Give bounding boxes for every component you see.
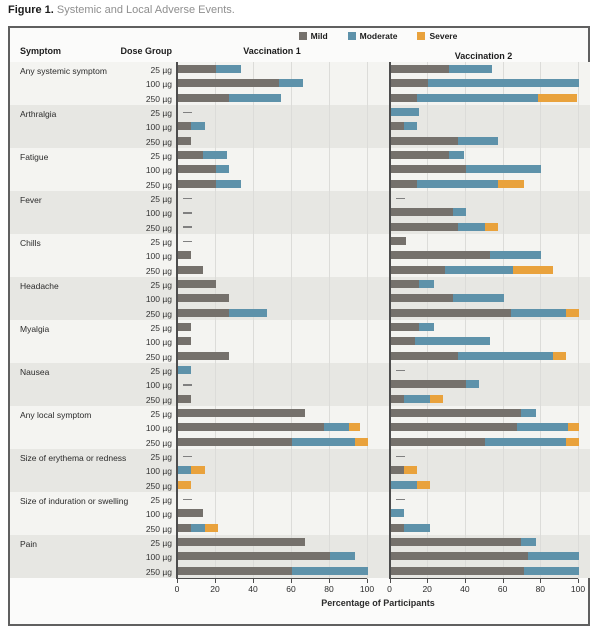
severe-bar-segment bbox=[417, 481, 430, 489]
gridline bbox=[578, 62, 579, 579]
dose-label: 250 µg bbox=[145, 136, 172, 147]
panel-header-vaccination-2: Vaccination 2 bbox=[454, 51, 513, 61]
moderate-bar-segment bbox=[417, 180, 498, 188]
axis-tick-label: 40 bbox=[248, 584, 258, 594]
mild-bar-segment bbox=[178, 309, 229, 317]
mild-bar-segment bbox=[391, 567, 525, 575]
dose-label: 100 µg bbox=[145, 165, 172, 176]
panel-baseline bbox=[177, 578, 367, 579]
moderate-bar-segment bbox=[449, 65, 492, 73]
zero-dash bbox=[396, 499, 405, 501]
mild-bar-segment bbox=[178, 352, 229, 360]
moderate-bar-segment bbox=[524, 567, 579, 575]
moderate-bar-segment bbox=[458, 223, 484, 231]
moderate-bar-segment bbox=[229, 309, 267, 317]
axis-tick-label: 80 bbox=[324, 584, 334, 594]
dose-label: 25 µg bbox=[150, 409, 172, 419]
severe-bar-segment bbox=[566, 309, 579, 317]
zero-dash bbox=[183, 212, 192, 214]
moderate-bar-segment bbox=[229, 94, 280, 102]
axis-tick bbox=[367, 579, 368, 583]
dose-label: 100 µg bbox=[145, 466, 172, 477]
mild-bar-segment bbox=[178, 509, 203, 517]
gridline bbox=[503, 62, 504, 579]
mild-bar-segment bbox=[178, 137, 191, 145]
dose-label: 100 µg bbox=[145, 294, 172, 305]
symptom-label: Size of induration or swelling bbox=[20, 495, 129, 506]
axis-tick-label: 20 bbox=[210, 584, 220, 594]
mild-bar-segment bbox=[391, 137, 459, 145]
mild-bar-segment bbox=[391, 395, 404, 403]
mild-bar-segment bbox=[391, 438, 485, 446]
axis-tick bbox=[253, 579, 254, 583]
zero-dash bbox=[183, 499, 192, 501]
moderate-bar-segment bbox=[445, 266, 513, 274]
severe-bar-segment bbox=[538, 94, 578, 102]
dose-label: 250 µg bbox=[145, 93, 172, 104]
gridline bbox=[367, 62, 368, 579]
moderate-bar-segment bbox=[485, 438, 566, 446]
axis-tick-label: 0 bbox=[174, 584, 180, 594]
mild-bar-segment bbox=[178, 180, 216, 188]
axis-tick-label: 100 bbox=[570, 584, 586, 594]
dose-label: 25 µg bbox=[150, 108, 172, 118]
dose-label: 100 µg bbox=[145, 79, 172, 90]
mild-bar-segment bbox=[391, 165, 466, 173]
dose-label: 250 µg bbox=[145, 480, 172, 491]
mild-bar-segment bbox=[391, 294, 453, 302]
moderate-bar-segment bbox=[216, 65, 241, 73]
moderate-bar-segment bbox=[279, 79, 304, 87]
axis-tick bbox=[329, 579, 330, 583]
mild-bar-segment bbox=[391, 180, 417, 188]
axis-tick-label: 0 bbox=[387, 584, 392, 594]
moderate-bar-segment bbox=[391, 481, 417, 489]
mild-bar-segment bbox=[178, 409, 305, 417]
legend-label: Severe bbox=[429, 31, 458, 41]
zero-dash bbox=[396, 370, 405, 372]
zero-dash bbox=[183, 384, 192, 386]
moderate-bar-segment bbox=[324, 423, 349, 431]
moderate-bar-segment bbox=[453, 208, 466, 216]
moderate-bar-segment bbox=[466, 380, 479, 388]
moderate-bar-segment bbox=[191, 122, 204, 130]
column-header-dose-group: Dose Group bbox=[120, 46, 172, 56]
mild-bar-segment bbox=[178, 423, 324, 431]
moderate-bar-segment bbox=[216, 180, 241, 188]
dose-label: 100 µg bbox=[145, 509, 172, 520]
mild-bar-segment bbox=[178, 280, 216, 288]
mild-bar-segment bbox=[391, 122, 404, 130]
dose-label: 250 µg bbox=[145, 308, 172, 319]
dose-label: 250 µg bbox=[145, 222, 172, 233]
moderate-bar-segment bbox=[419, 280, 434, 288]
dose-label: 25 µg bbox=[150, 151, 172, 161]
legend-item-moderate bbox=[348, 31, 398, 41]
axis-tick bbox=[390, 579, 391, 583]
mild-bar-segment bbox=[391, 79, 429, 87]
moderate-bar-segment bbox=[428, 79, 579, 87]
dose-label: 100 µg bbox=[145, 251, 172, 262]
dose-label: 250 µg bbox=[145, 566, 172, 577]
dose-label: 250 µg bbox=[145, 265, 172, 276]
dose-label: 100 µg bbox=[145, 208, 172, 219]
axis-tick bbox=[427, 579, 428, 583]
severe-bar-segment bbox=[205, 524, 218, 532]
mild-bar-segment bbox=[178, 395, 191, 403]
symptom-label: Any local symptom bbox=[20, 409, 92, 420]
moderate-bar-segment bbox=[216, 165, 229, 173]
moderate-bar-segment bbox=[521, 538, 536, 546]
dose-label: 100 µg bbox=[145, 552, 172, 563]
gridline bbox=[215, 62, 216, 579]
moderate-bar-segment bbox=[178, 466, 191, 474]
axis-tick-label: 80 bbox=[535, 584, 546, 594]
severe-bar-segment bbox=[568, 423, 579, 431]
moderate-bar-segment bbox=[404, 122, 417, 130]
symptom-label: Nausea bbox=[20, 366, 50, 377]
legend-item-mild bbox=[299, 31, 328, 41]
axis-tick-label: 40 bbox=[460, 584, 470, 594]
mild-bar-segment bbox=[391, 65, 449, 73]
mild-bar-segment bbox=[178, 251, 191, 259]
symptom-label: Any systemic symptom bbox=[20, 65, 107, 76]
gridline bbox=[253, 62, 254, 579]
axis-tick bbox=[177, 579, 178, 583]
mild-bar-segment bbox=[391, 280, 419, 288]
symptom-label: Arthralgia bbox=[20, 108, 57, 119]
mild-bar-segment bbox=[391, 208, 453, 216]
moderate-bar-segment bbox=[415, 337, 490, 345]
moderate-bar-segment bbox=[292, 438, 355, 446]
mild-bar-segment bbox=[391, 309, 512, 317]
symptom-label: Size of erythema or redness bbox=[20, 452, 127, 463]
mild-bar-segment bbox=[178, 165, 216, 173]
moderate-bar-segment bbox=[330, 552, 355, 560]
severe-bar-segment bbox=[513, 266, 553, 274]
mild-bar-segment bbox=[391, 94, 417, 102]
moderate-bar-segment bbox=[178, 366, 191, 374]
mild-bar-segment bbox=[178, 65, 216, 73]
moderate-bar-segment bbox=[521, 409, 536, 417]
axis-tick bbox=[215, 579, 216, 583]
symptom-label: Chills bbox=[20, 237, 41, 248]
dose-label: 25 µg bbox=[150, 452, 172, 462]
mild-bar-segment bbox=[391, 538, 521, 546]
dose-label: 25 µg bbox=[150, 538, 172, 548]
zero-dash bbox=[183, 198, 192, 200]
mild-bar-segment bbox=[391, 552, 529, 560]
mild-bar-segment bbox=[391, 151, 449, 159]
severe-bar-segment bbox=[355, 438, 368, 446]
severe-bar-segment bbox=[485, 223, 498, 231]
mild-bar-segment bbox=[391, 380, 466, 388]
dose-label: 25 µg bbox=[150, 65, 172, 75]
mild-bar-segment bbox=[391, 323, 419, 331]
panel-header-vaccination-1: Vaccination 1 bbox=[243, 46, 301, 56]
severe-bar-segment bbox=[553, 352, 566, 360]
dose-label: 100 µg bbox=[145, 337, 172, 348]
mild-bar-segment bbox=[178, 151, 203, 159]
mild-bar-segment bbox=[391, 423, 517, 431]
mild-icon bbox=[299, 32, 307, 40]
zero-dash bbox=[396, 456, 405, 458]
legend-item-severe bbox=[417, 31, 457, 41]
mild-bar-segment bbox=[178, 266, 203, 274]
axis-tick bbox=[465, 579, 466, 583]
mild-bar-segment bbox=[391, 266, 446, 274]
mild-bar-segment bbox=[178, 323, 191, 331]
panel-baseline bbox=[390, 578, 579, 579]
moderate-bar-segment bbox=[391, 509, 404, 517]
mild-bar-segment bbox=[391, 223, 459, 231]
severe-bar-segment bbox=[404, 466, 417, 474]
moderate-bar-segment bbox=[419, 323, 434, 331]
symptom-label: Fatigue bbox=[20, 151, 49, 162]
moderate-bar-segment bbox=[490, 251, 541, 259]
axis-tick bbox=[503, 579, 504, 583]
moderate-bar-segment bbox=[458, 137, 498, 145]
column-header-symptom: Symptom bbox=[20, 46, 62, 56]
moderate-bar-segment bbox=[453, 294, 504, 302]
mild-bar-segment bbox=[178, 94, 229, 102]
mild-bar-segment bbox=[391, 524, 404, 532]
x-axis-title: Percentage of Participants bbox=[321, 598, 435, 608]
axis-tick-label: 60 bbox=[497, 584, 508, 594]
axis-tick-label: 60 bbox=[286, 584, 296, 594]
dose-label: 100 µg bbox=[145, 122, 172, 133]
mild-bar-segment bbox=[391, 237, 406, 245]
gridline bbox=[329, 62, 330, 579]
moderate-bar-segment bbox=[511, 309, 566, 317]
mild-bar-segment bbox=[391, 352, 459, 360]
moderate-bar-segment bbox=[404, 524, 430, 532]
zero-dash bbox=[183, 226, 192, 228]
moderate-bar-segment bbox=[391, 108, 419, 116]
axis-tick-label: 100 bbox=[359, 584, 375, 594]
symptom-label: Headache bbox=[20, 280, 59, 291]
moderate-bar-segment bbox=[458, 352, 552, 360]
dose-label: 25 µg bbox=[150, 366, 172, 376]
axis-tick bbox=[578, 579, 579, 583]
mild-bar-segment bbox=[178, 337, 191, 345]
severe-bar-segment bbox=[430, 395, 443, 403]
severe-icon bbox=[417, 32, 425, 40]
dose-label: 250 µg bbox=[145, 523, 172, 534]
severe-bar-segment bbox=[191, 466, 204, 474]
moderate-bar-segment bbox=[466, 165, 541, 173]
severe-bar-segment bbox=[498, 180, 524, 188]
dose-label: 250 µg bbox=[145, 394, 172, 405]
dose-label: 250 µg bbox=[145, 351, 172, 362]
moderate-bar-segment bbox=[417, 94, 538, 102]
mild-bar-segment bbox=[391, 409, 521, 417]
moderate-bar-segment bbox=[449, 151, 464, 159]
dose-label: 25 µg bbox=[150, 280, 172, 290]
mild-bar-segment bbox=[178, 567, 292, 575]
severe-bar-segment bbox=[178, 481, 191, 489]
dose-label: 100 µg bbox=[145, 423, 172, 434]
moderate-bar-segment bbox=[191, 524, 204, 532]
mild-bar-segment bbox=[178, 122, 191, 130]
legend bbox=[177, 31, 579, 41]
mild-bar-segment bbox=[391, 251, 491, 259]
mild-bar-segment bbox=[391, 337, 416, 345]
symptom-label: Pain bbox=[20, 538, 38, 549]
axis-tick-label: 20 bbox=[422, 584, 432, 594]
dose-label: 100 µg bbox=[145, 380, 172, 391]
zero-dash bbox=[183, 241, 192, 243]
moderate-bar-segment bbox=[292, 567, 368, 575]
dose-label: 25 µg bbox=[150, 237, 172, 247]
figure-title: Systemic and Local Adverse Events. bbox=[56, 4, 235, 16]
severe-bar-segment bbox=[349, 423, 360, 431]
mild-bar-segment bbox=[391, 466, 404, 474]
symptom-label: Fever bbox=[20, 194, 42, 205]
dose-label: 250 µg bbox=[145, 437, 172, 448]
dose-label: 25 µg bbox=[150, 194, 172, 204]
mild-bar-segment bbox=[178, 438, 292, 446]
moderate-bar-segment bbox=[517, 423, 568, 431]
axis-tick bbox=[291, 579, 292, 583]
gridline bbox=[291, 62, 292, 579]
moderate-bar-segment bbox=[528, 552, 579, 560]
moderate-bar-segment bbox=[404, 395, 430, 403]
dose-label: 250 µg bbox=[145, 179, 172, 190]
mild-bar-segment bbox=[178, 538, 305, 546]
mild-bar-segment bbox=[178, 79, 279, 87]
zero-dash bbox=[183, 456, 192, 458]
axis-tick bbox=[540, 579, 541, 583]
mild-bar-segment bbox=[178, 294, 229, 302]
gridline bbox=[540, 62, 541, 579]
symptom-label: Myalgia bbox=[20, 323, 50, 334]
moderate-icon bbox=[348, 32, 356, 40]
moderate-bar-segment bbox=[203, 151, 228, 159]
zero-dash bbox=[396, 198, 405, 200]
dose-label: 25 µg bbox=[150, 323, 172, 333]
mild-bar-segment bbox=[178, 524, 191, 532]
severe-bar-segment bbox=[566, 438, 579, 446]
legend-label: Mild bbox=[310, 31, 328, 41]
mild-bar-segment bbox=[178, 552, 330, 560]
legend-label: Moderate bbox=[359, 31, 398, 41]
dose-label: 25 µg bbox=[150, 495, 172, 505]
figure-label: Figure 1. bbox=[8, 4, 54, 16]
zero-dash bbox=[183, 112, 192, 114]
